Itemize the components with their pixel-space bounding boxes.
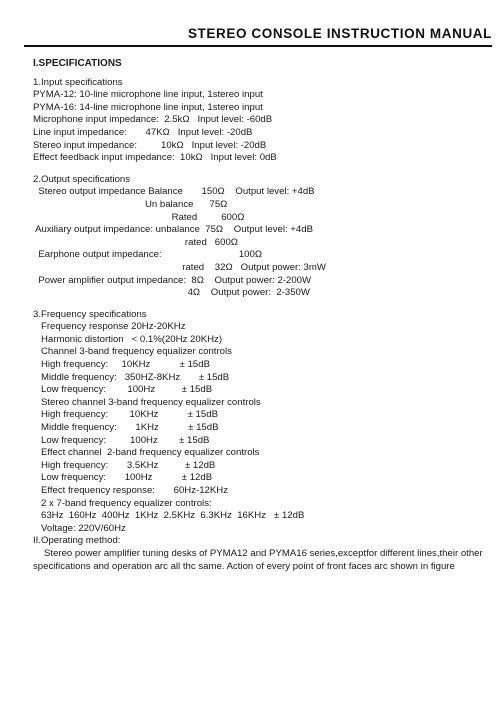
frequency-spec-line: Stereo channel 3-band frequency equalizer controls bbox=[33, 396, 261, 408]
input-specs-list bbox=[33, 89, 497, 165]
input-spec-line: Line input impedance: 47KΩ Input level: -20dB bbox=[33, 126, 253, 138]
frequency-spec-line: Frequency response 20Hz-20KHz bbox=[33, 321, 186, 333]
frequency-spec-line: 2 x 7-band frequency equalizer controls: bbox=[33, 497, 212, 509]
output-spec-line: rated 32Ω Output power: 3mW bbox=[33, 261, 326, 273]
output-specs-list bbox=[33, 186, 497, 299]
frequency-spec-line: Middle frequency: 1KHz ± 15dB bbox=[33, 422, 219, 434]
frequency-spec-line: Low frequency: 100Hz ± 15dB bbox=[33, 434, 210, 446]
output-spec-line: Auxiliary output impedance: unbalance 75Ω Output level: +4dB bbox=[33, 224, 313, 236]
input-spec-line: Stereo input impedance: 10kΩ Input level: -20dB bbox=[33, 139, 267, 151]
operating-method-heading: II.Operating method: bbox=[33, 535, 121, 547]
frequency-spec-line: Low frequency: 100Hz ± 12dB bbox=[33, 472, 213, 484]
output-spec-line: Earphone output impedance: 100Ω bbox=[33, 249, 263, 261]
header-divider bbox=[24, 45, 492, 47]
frequency-spec-line: Harmonic distortion < 0.1%(20Hz 20KHz) bbox=[33, 333, 223, 345]
frequency-spec-line: 63Hz 160Hz 400Hz 1KHz 2.5KHz 6.3KHz 16KHz ± 12dB bbox=[33, 510, 305, 522]
specifications-heading: I.SPECIFICATIONS bbox=[33, 58, 122, 69]
spacer bbox=[33, 165, 497, 174]
page-header-title: STEREO CONSOLE INSTRUCTION MANUAL bbox=[187, 26, 492, 41]
output-spec-line: Rated 600Ω bbox=[33, 211, 245, 223]
input-spec-line: Effect feedback input impedance: 10kΩ Input level: 0dB bbox=[33, 152, 277, 164]
frequency-spec-line: High frequency: 3.5KHz ± 12dB bbox=[33, 459, 216, 471]
frequency-spec-line: Effect channel 2-band frequency equalizer controls bbox=[33, 447, 260, 459]
input-spec-line: PYMA-16: 14-line microphone line input, 1stereo input bbox=[33, 101, 263, 113]
input-spec-line: PYMA-12: 10-line microphone line input, 1stereo input bbox=[33, 89, 263, 101]
frequency-spec-line: Middle frequency: 350HZ-8KHz ± 15dB bbox=[33, 371, 230, 383]
input-specs-heading: 1.Input specifications bbox=[33, 76, 123, 88]
input-spec-line: Microphone input impedance: 2.5kΩ Input level: -60dB bbox=[33, 114, 273, 126]
frequency-specs-heading: 3.Frequency specifications bbox=[33, 308, 147, 320]
frequency-spec-line: Low frequency: 100Hz ± 15dB bbox=[33, 384, 213, 396]
output-spec-line: rated 600Ω bbox=[33, 236, 238, 248]
output-specs-heading: 2.Output specifications bbox=[33, 173, 131, 185]
frequency-spec-line: High frequency: 10KHz ± 15dB bbox=[33, 409, 218, 421]
output-spec-line: 4Ω Output power: 2-350W bbox=[33, 287, 310, 299]
frequency-spec-line: Effect frequency response: 60Hz-12KHz bbox=[33, 485, 228, 496]
document-body bbox=[33, 58, 497, 574]
frequency-spec-line: High frequency: 10KHz ± 15dB bbox=[33, 359, 210, 371]
output-spec-line: Power amplifier output impedance: 8Ω Output power: 2-200W bbox=[33, 274, 312, 286]
frequency-spec-line: Voltage: 220V/60Hz bbox=[33, 522, 126, 534]
operating-method-paragraph: Stereo power amplifier tuning desks of PYMA12 and PYMA16 series,exceptfor different lines,their other specifications and operation arc all thc same. Action of every point of front faces arc shown in figure bbox=[33, 547, 483, 572]
frequency-spec-line: Channel 3-band frequency equalizer controls bbox=[33, 346, 232, 358]
output-spec-line: Stereo output impedance Balance 150Ω Output level: +4dB bbox=[33, 186, 315, 198]
frequency-specs-list bbox=[33, 321, 497, 535]
spacer bbox=[33, 300, 497, 309]
output-spec-line: Un balance 75Ω bbox=[33, 198, 228, 210]
